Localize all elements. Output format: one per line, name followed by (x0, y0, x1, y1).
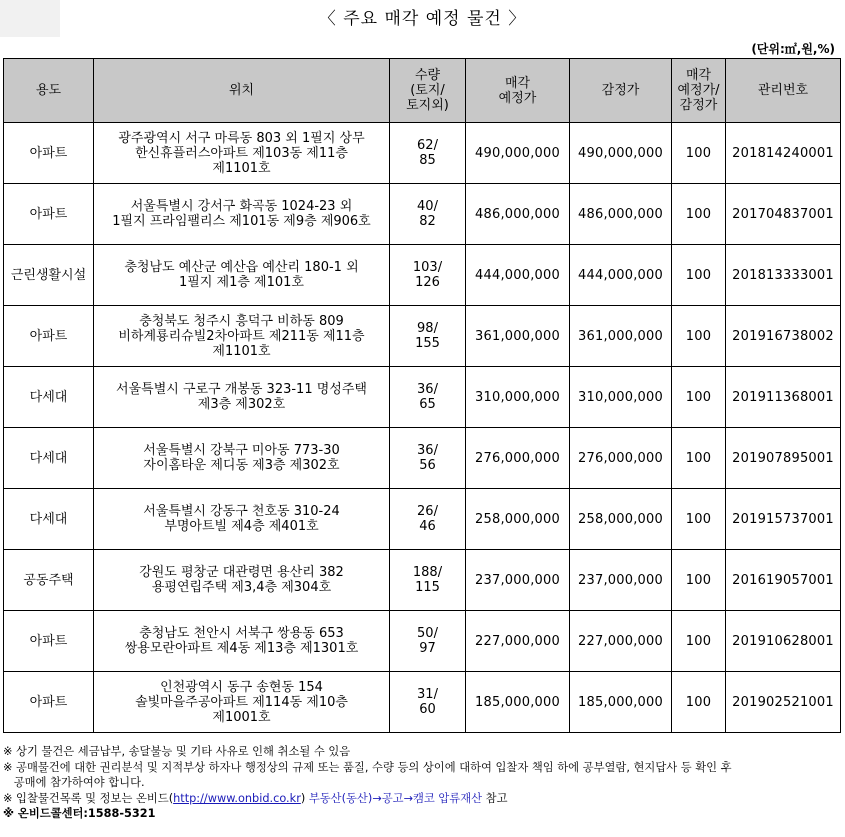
cell-quantity: 36/ 65 (390, 367, 466, 428)
cell-sale-price: 185,000,000 (466, 672, 570, 733)
table-row (4, 245, 841, 306)
cell-use: 근린생활시설 (4, 245, 94, 306)
note-rights-line1: ※ 공매물건에 대한 권리분석 및 지적부상 하자나 행정상의 규제 또는 품질, 수량 등의 상이에 대하여 입찰자 책임 하에 공부열람, 현지답사 등 확인 후 (3, 760, 732, 774)
cell-use: 공동주택 (4, 550, 94, 611)
cell-id: 201704837001 (726, 184, 841, 245)
cell-quantity: 103/ 126 (390, 245, 466, 306)
cell-quantity: 31/ 60 (390, 672, 466, 733)
cell-quantity: 98/ 155 (390, 306, 466, 367)
cell-location: 충청남도 천안시 서북구 쌍용동 653 쌍용모란아파트 제4동 제13층 제1301호 (94, 611, 390, 672)
table-row (4, 550, 841, 611)
cell-ratio: 100 (672, 367, 726, 428)
note-onbid-mid: ) (300, 791, 309, 805)
cell-appraisal: 276,000,000 (570, 428, 672, 489)
cell-appraisal: 185,000,000 (570, 672, 672, 733)
cell-id: 201813333001 (726, 245, 841, 306)
table-row (4, 306, 841, 367)
table-body (4, 123, 841, 733)
cell-id: 201814240001 (726, 123, 841, 184)
cell-location: 충청북도 청주시 흥덕구 비하동 809 비하계룡리슈빌2차아파트 제211동 제11층 제1101호 (94, 306, 390, 367)
cell-ratio: 100 (672, 611, 726, 672)
cell-location: 서울특별시 강서구 화곡동 1024-23 외 1필지 프라임팰리스 제101동 제9층 제906호 (94, 184, 390, 245)
cell-ratio: 100 (672, 428, 726, 489)
note-cancel: ※ 상기 물건은 세금납부, 송달불능 및 기타 사유로 인해 취소될 수 있음 (3, 745, 351, 758)
notes (3, 744, 841, 822)
cell-quantity: 40/ 82 (390, 184, 466, 245)
cell-quantity: 36/ 56 (390, 428, 466, 489)
listing-table (3, 58, 841, 733)
cell-ratio: 100 (672, 550, 726, 611)
cell-appraisal: 490,000,000 (570, 123, 672, 184)
cell-use: 아파트 (4, 123, 94, 184)
header-row (4, 59, 841, 123)
table-row (4, 123, 841, 184)
header-location: 위치 (94, 59, 390, 123)
cell-use: 아파트 (4, 672, 94, 733)
note-callcenter: ※ 온비드콜센터:1588-5321 (3, 807, 156, 820)
cell-id: 201916738002 (726, 306, 841, 367)
cell-use: 다세대 (4, 367, 94, 428)
cell-sale-price: 490,000,000 (466, 123, 570, 184)
table-row (4, 367, 841, 428)
cell-use: 아파트 (4, 611, 94, 672)
cell-sale-price: 276,000,000 (466, 428, 570, 489)
cell-location: 서울특별시 강동구 천호동 310-24 부명아트빌 제4층 제401호 (94, 489, 390, 550)
cell-id: 201907895001 (726, 428, 841, 489)
cell-location: 충청남도 예산군 예산읍 예산리 180-1 외 1필지 제1층 제101호 (94, 245, 390, 306)
cell-sale-price: 361,000,000 (466, 306, 570, 367)
cell-sale-price: 444,000,000 (466, 245, 570, 306)
cell-location: 서울특별시 강북구 미아동 773-30 자이홈타운 제디동 제3층 제302호 (94, 428, 390, 489)
cell-id: 201619057001 (726, 550, 841, 611)
cell-appraisal: 361,000,000 (570, 306, 672, 367)
cell-use: 아파트 (4, 184, 94, 245)
cell-appraisal: 444,000,000 (570, 245, 672, 306)
header-use: 용도 (4, 59, 94, 123)
cell-ratio: 100 (672, 672, 726, 733)
cell-ratio: 100 (672, 245, 726, 306)
note-onbid (3, 791, 841, 807)
table-row (4, 672, 841, 733)
cell-appraisal: 258,000,000 (570, 489, 672, 550)
cell-quantity: 62/ 85 (390, 123, 466, 184)
cell-sale-price: 258,000,000 (466, 489, 570, 550)
cell-location: 강원도 평창군 대관령면 용산리 382 용평연립주택 제3,4층 제304호 (94, 550, 390, 611)
cell-appraisal: 310,000,000 (570, 367, 672, 428)
table-row (4, 489, 841, 550)
cell-use: 다세대 (4, 428, 94, 489)
note-onbid-suffix: 참고 (482, 791, 508, 805)
cell-id: 201902521001 (726, 672, 841, 733)
cell-appraisal: 486,000,000 (570, 184, 672, 245)
header-sale-price: 매각 예정가 (466, 59, 570, 123)
table-row (4, 428, 841, 489)
header-id: 관리번호 (726, 59, 841, 123)
note-onbid-prefix: ※ 입찰물건목록 및 정보는 온비드( (3, 791, 174, 805)
onbid-link[interactable]: http://www.onbid.co.kr (173, 791, 301, 805)
cell-quantity: 188/ 115 (390, 550, 466, 611)
page-title: 〈 주요 매각 예정 물건 〉 (318, 9, 527, 29)
cell-sale-price: 310,000,000 (466, 367, 570, 428)
cell-appraisal: 237,000,000 (570, 550, 672, 611)
cell-sale-price: 227,000,000 (466, 611, 570, 672)
cell-appraisal: 227,000,000 (570, 611, 672, 672)
note-rights-line2: 공매에 참가하여야 합니다. (3, 776, 145, 789)
cell-location: 서울특별시 구로구 개봉동 323-11 명성주택 제3층 제302호 (94, 367, 390, 428)
cell-use: 아파트 (4, 306, 94, 367)
onbid-path: 부동산(동산)→공고→캠코 압류재산 (308, 791, 483, 805)
cell-id: 201910628001 (726, 611, 841, 672)
unit-label: (단위:㎡,원,%) (751, 42, 835, 56)
cell-location: 광주광역시 서구 마륵동 803 외 1필지 상무 한신휴플러스아파트 제103동 제11층 제1101호 (94, 123, 390, 184)
header-appraisal: 감정가 (570, 59, 672, 123)
header-ratio: 매각 예정가/ 감정가 (672, 59, 726, 123)
cell-ratio: 100 (672, 184, 726, 245)
cell-use: 다세대 (4, 489, 94, 550)
cell-ratio: 100 (672, 489, 726, 550)
table-row (4, 184, 841, 245)
cell-id: 201911368001 (726, 367, 841, 428)
cell-sale-price: 237,000,000 (466, 550, 570, 611)
header-quantity: 수량 (토지/ 토지외) (390, 59, 466, 123)
table-row (4, 611, 841, 672)
cell-quantity: 50/ 97 (390, 611, 466, 672)
cell-sale-price: 486,000,000 (466, 184, 570, 245)
cell-ratio: 100 (672, 306, 726, 367)
cell-quantity: 26/ 46 (390, 489, 466, 550)
cell-ratio: 100 (672, 123, 726, 184)
cell-location: 인천광역시 동구 송현동 154 솔빛마을주공아파트 제114동 제10층 제1001호 (94, 672, 390, 733)
cell-id: 201915737001 (726, 489, 841, 550)
